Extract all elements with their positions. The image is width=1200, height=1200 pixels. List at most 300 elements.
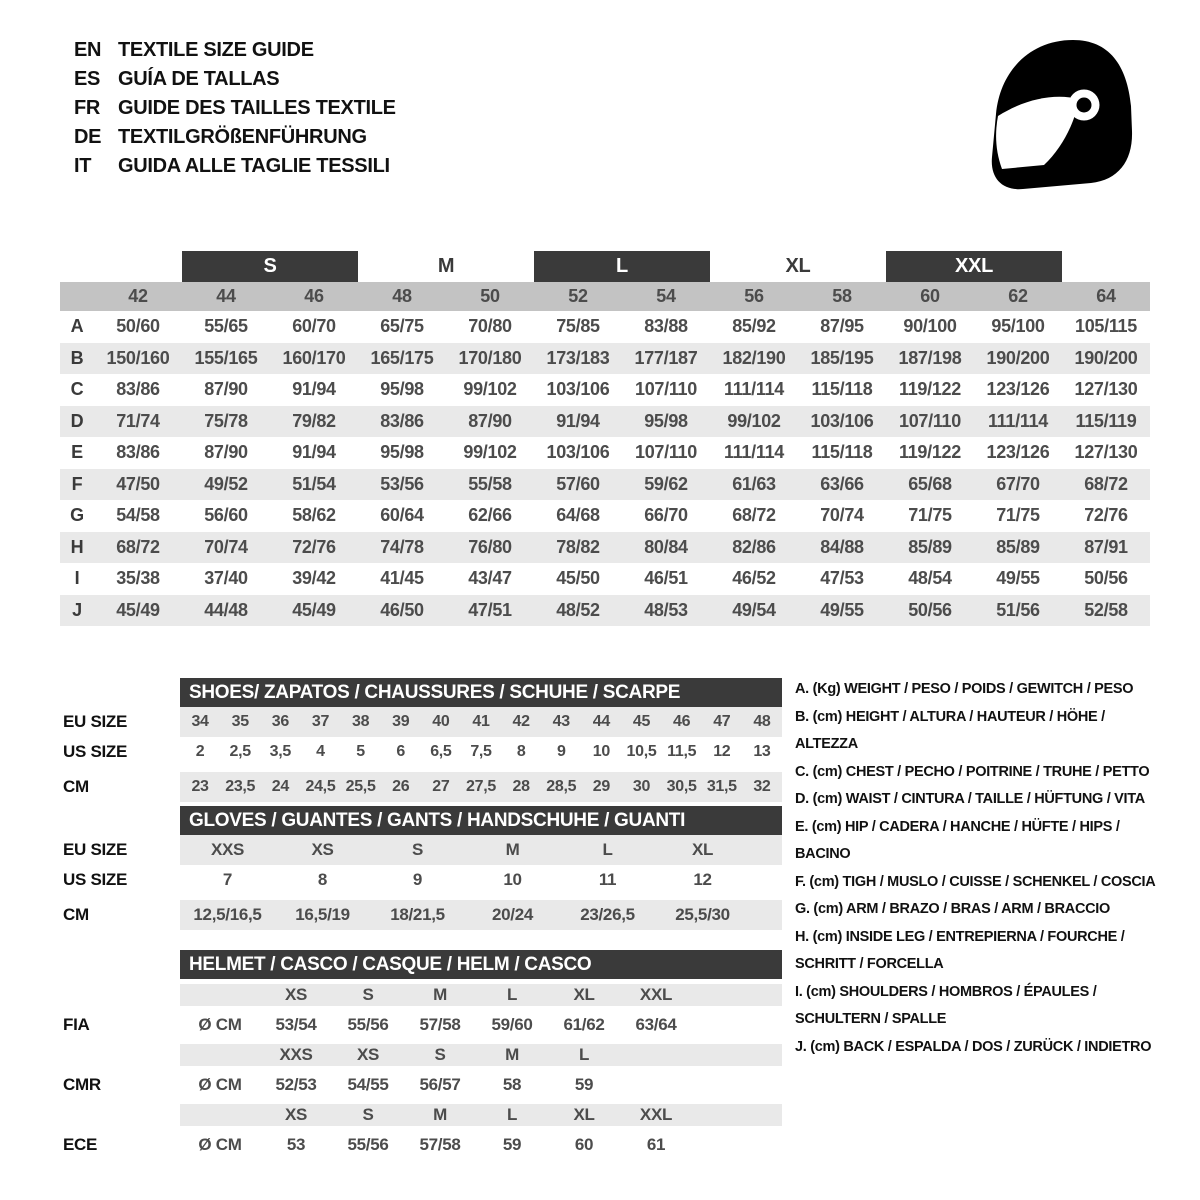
size-cell: 35/38 xyxy=(116,568,160,588)
size-cell: 72/76 xyxy=(1084,505,1128,525)
section-row xyxy=(63,772,782,802)
section-cell: 41 xyxy=(472,713,490,730)
section-cell: 20/24 xyxy=(491,905,534,924)
size-cell: 87/90 xyxy=(204,379,248,399)
size-cell: 45/50 xyxy=(556,568,600,588)
size-cell: 87/90 xyxy=(204,442,248,462)
size-cell: 51/54 xyxy=(292,473,336,494)
section-cell: 11 xyxy=(598,870,617,889)
helmet-value-cell: 53/54 xyxy=(275,1015,317,1034)
size-cell: 50/56 xyxy=(1084,568,1128,588)
size-cell: 55/58 xyxy=(468,473,512,494)
language-title: GUÍA DE TALLAS xyxy=(118,68,280,90)
size-cell: 75/85 xyxy=(556,316,600,336)
section-cell: 24 xyxy=(271,778,289,795)
size-cell: 111/114 xyxy=(988,410,1048,431)
section-cell: 26 xyxy=(392,778,410,795)
section-cell: 36 xyxy=(271,713,289,730)
helmet-value-cell: 55/56 xyxy=(347,1015,389,1034)
size-cell: 41/45 xyxy=(380,568,424,588)
section-cell: 23 xyxy=(191,778,209,795)
measurement-row xyxy=(60,532,1150,564)
helmet-title-bar: HELMET / CASCO / CASQUE / HELM / CASCO xyxy=(180,950,782,979)
section-cell: 10 xyxy=(503,870,522,889)
section-row-label: EU SIZE xyxy=(63,712,128,731)
size-cell: 59/62 xyxy=(644,473,688,494)
size-cell: 82/86 xyxy=(732,536,776,557)
size-cell: 76/80 xyxy=(468,536,512,557)
section-cell: 46 xyxy=(673,713,691,730)
section-row-label: CM xyxy=(63,777,89,796)
legend-item: F. (cm) TIGH / MUSLO / CUISSE / SCHENKEL / COSCIA xyxy=(795,873,1156,890)
size-cell: 78/82 xyxy=(556,536,600,557)
section-cell: 23/26,5 xyxy=(580,905,635,924)
size-cell: 87/95 xyxy=(820,316,864,336)
size-cell: 160/170 xyxy=(282,347,346,368)
helmet-value-cell: 61 xyxy=(646,1135,666,1154)
legend-item: B. (cm) HEIGHT / ALTURA / HAUTEUR / HÖHE / ALTEZZA xyxy=(795,708,1105,752)
legend-item: I. (cm) SHOULDERS / HOMBROS / ÉPAULES / SCHULTERN / SPALLE xyxy=(795,983,1097,1027)
size-cell: 46/50 xyxy=(380,599,424,620)
size-cell: 50/56 xyxy=(908,599,952,620)
section-cell: 38 xyxy=(351,713,370,730)
size-cell: 87/91 xyxy=(1084,536,1128,557)
size-scale-cell: 62 xyxy=(1008,286,1028,306)
size-cell: 80/84 xyxy=(644,536,688,557)
size-cell: 49/52 xyxy=(204,473,248,494)
size-cell: 56/60 xyxy=(204,505,248,525)
size-cell: 47/53 xyxy=(820,568,864,588)
section-row xyxy=(63,900,782,930)
helmet-size-cell: S xyxy=(362,985,374,1004)
size-cell: 71/74 xyxy=(116,410,160,431)
size-cell: 115/119 xyxy=(1075,410,1137,431)
shoes-section xyxy=(63,678,782,802)
size-cell: 190/200 xyxy=(986,347,1050,368)
measurement-row xyxy=(60,374,1150,406)
size-cell: 123/126 xyxy=(986,379,1050,399)
size-cell: 95/98 xyxy=(380,442,424,462)
section-cell: 29 xyxy=(592,778,610,795)
size-cell: 65/68 xyxy=(908,473,952,494)
size-cell: 43/47 xyxy=(468,568,512,588)
size-cell: 127/130 xyxy=(1074,442,1138,462)
section-cell: 28 xyxy=(512,778,530,795)
size-cell: 49/55 xyxy=(820,599,864,620)
row-label: H xyxy=(70,536,84,557)
section-cell: 16,5/19 xyxy=(295,905,350,924)
helmet-sizes-row xyxy=(180,984,782,1006)
size-cell: 173/183 xyxy=(546,347,610,368)
language-title: GUIDE DES TAILLES TEXTILE xyxy=(118,97,396,119)
size-cell: 90/100 xyxy=(903,316,957,336)
size-cell: 91/94 xyxy=(292,379,336,399)
size-cell: 103/106 xyxy=(546,442,610,462)
section-row xyxy=(63,835,782,865)
helmet-size-cell: L xyxy=(506,1105,518,1124)
section-cell: 30 xyxy=(632,778,651,795)
language-title: TEXTILE SIZE GUIDE xyxy=(118,39,314,61)
language-title-block xyxy=(74,36,396,181)
legend-item: G. (cm) ARM / BRAZO / BRAS / ARM / BRACCIO xyxy=(795,901,1110,917)
helmet-size-cell: XXS xyxy=(279,1045,313,1064)
helmet-value-cell: 53 xyxy=(286,1135,306,1154)
standard-label: FIA xyxy=(63,1015,90,1034)
size-cell: 107/110 xyxy=(635,442,697,462)
size-cell: 55/65 xyxy=(204,316,248,336)
section-cell: 12 xyxy=(713,743,731,760)
diameter-label: Ø CM xyxy=(198,1015,242,1034)
language-code: ES xyxy=(74,68,101,90)
helmet-value-cell: 55/56 xyxy=(347,1135,389,1154)
section-row-label: US SIZE xyxy=(63,870,128,889)
size-cell: 83/86 xyxy=(116,442,160,462)
size-cell: 107/110 xyxy=(899,410,961,431)
size-cell: 67/70 xyxy=(996,473,1040,494)
size-cell: 63/66 xyxy=(820,473,864,494)
size-cell: 71/75 xyxy=(996,505,1040,525)
size-cell: 105/115 xyxy=(1075,316,1137,336)
size-cell: 70/74 xyxy=(820,505,864,525)
row-label: G xyxy=(70,505,84,525)
section-cell: 31,5 xyxy=(706,778,737,795)
section-cell: 5 xyxy=(356,743,365,760)
size-cell: 68/72 xyxy=(116,536,160,557)
size-scale-cell: 52 xyxy=(568,286,588,306)
scale-spacer xyxy=(60,282,94,311)
size-scale-cell: 42 xyxy=(128,286,148,306)
helmet-size-cell: XL xyxy=(573,985,595,1004)
size-cell: 119/122 xyxy=(899,442,961,462)
size-cell: 46/51 xyxy=(644,568,688,588)
section-cell: 32 xyxy=(753,778,771,795)
racing-helmet-icon xyxy=(983,36,1139,194)
helmet-value-cell: 58 xyxy=(502,1075,522,1094)
size-cell: 71/75 xyxy=(908,505,952,525)
language-code: FR xyxy=(74,97,101,119)
size-scale-cell: 56 xyxy=(744,286,764,306)
size-cell: 45/49 xyxy=(292,599,336,620)
size-cell: 165/175 xyxy=(370,347,434,368)
section-cell: 12 xyxy=(693,870,712,889)
size-cell: 182/190 xyxy=(722,347,786,368)
section-cell: 6 xyxy=(396,743,406,760)
section-cell: 37 xyxy=(311,713,330,730)
section-cell: 8 xyxy=(516,743,526,760)
section-cell: 2 xyxy=(195,743,205,760)
measurement-row xyxy=(60,311,1150,343)
size-cell: 85/92 xyxy=(732,316,776,336)
language-code: IT xyxy=(74,155,92,177)
language-row xyxy=(74,65,396,94)
helmet-value-cell: 59 xyxy=(574,1075,594,1094)
size-cell: 127/130 xyxy=(1074,379,1138,399)
size-group-row xyxy=(60,251,1150,282)
section-cell: 7 xyxy=(222,870,233,889)
helmet-value-cell: 61/62 xyxy=(563,1015,605,1034)
size-cell: 84/88 xyxy=(820,536,864,557)
size-scale-cell: 58 xyxy=(832,286,852,306)
section-cell: 34 xyxy=(191,713,209,730)
size-group-label: XL xyxy=(785,255,811,277)
row-label: F xyxy=(71,473,83,494)
section-cell: 8 xyxy=(317,870,328,889)
size-cell: 66/70 xyxy=(644,505,688,525)
helmet-values-row xyxy=(63,1006,782,1044)
size-cell: 79/82 xyxy=(292,410,336,431)
size-cell: 57/60 xyxy=(556,473,600,494)
size-scale-cell: 44 xyxy=(216,286,236,306)
size-scale-cell: 60 xyxy=(920,286,940,306)
helmet-size-spacer xyxy=(180,1044,260,1066)
section-cell: 4 xyxy=(316,743,325,760)
size-cell: 70/80 xyxy=(468,316,512,336)
legend-item: J. (cm) BACK / ESPALDA / DOS / ZURÜCK / INDIETRO xyxy=(795,1038,1152,1055)
size-cell: 107/110 xyxy=(635,379,697,399)
size-cell: 103/106 xyxy=(546,379,610,399)
row-label: J xyxy=(72,599,82,620)
section-row xyxy=(63,737,782,767)
language-code: DE xyxy=(74,126,102,148)
size-cell: 48/54 xyxy=(908,568,952,588)
legend-item: D. (cm) WAIST / CINTURA / TAILLE / HÜFTUNG / VITA xyxy=(795,791,1145,807)
size-cell: 74/78 xyxy=(380,536,424,557)
gloves-title-bar: GLOVES / GUANTES / GANTS / HANDSCHUHE / GUANTI xyxy=(180,806,782,835)
size-cell: 91/94 xyxy=(292,442,336,462)
gloves-section xyxy=(63,806,782,930)
section-cell: 25,5 xyxy=(345,778,376,795)
size-cell: 37/40 xyxy=(204,568,248,588)
section-cell: 28,5 xyxy=(546,778,577,795)
size-group-label: M xyxy=(437,255,455,277)
size-cell: 68/72 xyxy=(1084,473,1128,494)
section-cell: XS xyxy=(311,840,334,859)
helmet-size-cell: XXL xyxy=(639,985,673,1004)
section-cell: 10,5 xyxy=(626,743,657,760)
section-cell: 25,5/30 xyxy=(675,905,730,924)
helmet-values-row xyxy=(63,1126,782,1164)
section-cell: 45 xyxy=(632,713,651,730)
language-title: GUIDA ALLE TAGLIE TESSILI xyxy=(118,155,390,177)
section-cell: 23,5 xyxy=(225,778,256,795)
section-row-label: US SIZE xyxy=(63,742,128,761)
size-cell: 95/98 xyxy=(644,410,688,431)
section-cell: 42 xyxy=(512,713,530,730)
size-cell: 99/102 xyxy=(727,410,781,431)
row-label: B xyxy=(70,347,84,368)
section-cell: 48 xyxy=(753,713,771,730)
section-cell: 44 xyxy=(592,713,610,730)
size-scale-cell: 50 xyxy=(480,286,500,306)
size-cell: 45/49 xyxy=(116,599,160,620)
size-cell: 111/114 xyxy=(724,379,784,399)
language-row xyxy=(74,36,396,65)
size-cell: 83/88 xyxy=(644,316,688,336)
diameter-label: Ø CM xyxy=(198,1135,242,1154)
size-cell: 170/180 xyxy=(458,347,522,368)
language-row xyxy=(74,152,396,181)
helmet-size-cell: S xyxy=(434,1045,446,1064)
section-cell: 43 xyxy=(552,713,570,730)
legend-item: C. (cm) CHEST / PECHO / POITRINE / TRUHE / PETTO xyxy=(795,763,1150,780)
size-cell: 83/86 xyxy=(116,379,160,399)
row-label: E xyxy=(71,442,83,462)
size-cell: 53/56 xyxy=(380,473,424,494)
row-label: A xyxy=(70,316,84,336)
size-cell: 61/63 xyxy=(732,473,776,494)
section-cell: 9 xyxy=(556,743,566,760)
row-label: D xyxy=(70,410,84,431)
section-cell: 35 xyxy=(231,713,249,730)
measurement-row xyxy=(60,500,1150,532)
helmet-size-cell: M xyxy=(433,985,447,1004)
section-cell: 47 xyxy=(713,713,731,730)
size-cell: 75/78 xyxy=(204,410,248,431)
size-scale-cell: 54 xyxy=(656,286,676,306)
measurement-row xyxy=(60,469,1150,501)
size-cell: 111/114 xyxy=(724,442,784,462)
size-cell: 95/98 xyxy=(380,379,424,399)
helmet-size-spacer xyxy=(180,984,260,1006)
section-cell: S xyxy=(411,840,424,859)
size-cell: 185/195 xyxy=(810,347,874,368)
section-cell: 30,5 xyxy=(666,778,697,795)
standard-label: ECE xyxy=(63,1135,98,1154)
helmet-sizes-row xyxy=(180,1044,782,1066)
size-cell: 87/90 xyxy=(468,410,512,431)
textile-size-table xyxy=(60,251,1150,626)
size-cell: 123/126 xyxy=(986,442,1050,462)
size-scale-row xyxy=(60,282,1150,311)
size-cell: 68/72 xyxy=(732,505,776,525)
size-cell: 47/51 xyxy=(468,599,512,620)
helmet-value-cell: 59 xyxy=(502,1135,522,1154)
size-scale-cell: 64 xyxy=(1096,286,1116,306)
section-row xyxy=(63,865,782,895)
size-cell: 115/118 xyxy=(811,379,873,399)
size-cell: 99/102 xyxy=(463,442,517,462)
size-cell: 49/55 xyxy=(996,568,1040,588)
measurement-row xyxy=(60,406,1150,438)
measurement-row xyxy=(60,343,1150,375)
section-cell: 27 xyxy=(432,778,450,795)
size-cell: 91/94 xyxy=(556,410,600,431)
size-cell: 60/70 xyxy=(292,316,336,336)
measurement-row xyxy=(60,595,1150,627)
size-cell: 85/89 xyxy=(996,536,1040,557)
helmet-size-cell: XS xyxy=(356,1045,380,1064)
size-cell: 51/56 xyxy=(996,599,1040,620)
helmet-value-cell: 57/58 xyxy=(419,1135,461,1154)
size-cell: 48/53 xyxy=(644,599,688,620)
helmet-value-cell: 56/57 xyxy=(419,1075,461,1094)
helmet-value-cell: 60 xyxy=(574,1135,594,1154)
size-cell: 115/118 xyxy=(811,442,873,462)
helmet-size-cell: XXL xyxy=(639,1105,673,1124)
size-cell: 50/60 xyxy=(116,316,160,336)
size-cell: 187/198 xyxy=(898,347,962,368)
size-group-label: XXL xyxy=(886,251,1062,282)
section-cell: 3,5 xyxy=(269,743,291,760)
legend-item: H. (cm) INSIDE LEG / ENTREPIERNA / FOURCHE / SCHRITT / FORCELLA xyxy=(795,928,1125,972)
section-cell: 39 xyxy=(392,713,410,730)
measurement-row xyxy=(60,563,1150,595)
size-cell: 190/200 xyxy=(1074,347,1138,368)
section-row-label: EU SIZE xyxy=(63,840,128,859)
size-cell: 177/187 xyxy=(634,347,698,368)
helmet-value-cell: 59/60 xyxy=(491,1015,533,1034)
section-cell: L xyxy=(602,840,613,859)
section-cell: M xyxy=(505,840,520,859)
size-cell: 52/58 xyxy=(1084,599,1128,620)
size-cell: 54/58 xyxy=(116,505,160,525)
size-cell: 39/42 xyxy=(292,568,336,588)
size-cell: 85/89 xyxy=(908,536,952,557)
helmet-size-spacer xyxy=(180,1104,260,1126)
size-cell: 62/66 xyxy=(468,505,512,525)
helmet-size-cell: XS xyxy=(284,1105,308,1124)
section-cell: 18/21,5 xyxy=(390,905,445,924)
section-cell: XXS xyxy=(210,840,245,859)
helmet-size-cell: S xyxy=(362,1105,374,1124)
helmet-size-cell: XL xyxy=(573,1105,595,1124)
language-row xyxy=(74,94,396,123)
legend-item: A. (Kg) WEIGHT / PESO / POIDS / GEWITCH / PESO xyxy=(795,681,1134,697)
section-cell: 6,5 xyxy=(430,743,452,760)
size-cell: 47/50 xyxy=(116,473,160,494)
diameter-label: Ø CM xyxy=(198,1075,242,1094)
helmet-values-row xyxy=(63,1066,782,1104)
section-cell: 24,5 xyxy=(305,778,336,795)
size-cell: 60/64 xyxy=(380,505,424,525)
helmet-size-cell: L xyxy=(506,985,518,1004)
size-cell: 155/165 xyxy=(194,347,258,368)
size-cell: 48/52 xyxy=(556,599,600,620)
section-cell: 9 xyxy=(412,870,423,889)
size-cell: 58/62 xyxy=(292,505,336,525)
language-title: TEXTILGRÖßENFÜHRUNG xyxy=(118,126,367,148)
section-row xyxy=(63,707,782,737)
measurement-row xyxy=(60,437,1150,469)
size-scale-cell: 46 xyxy=(304,286,324,306)
language-code: EN xyxy=(74,39,102,61)
section-cell: 27,5 xyxy=(466,778,496,795)
section-cell: 7,5 xyxy=(470,743,492,760)
helmet-value-cell: 52/53 xyxy=(275,1075,317,1094)
size-cell: 44/48 xyxy=(204,599,248,620)
row-label: C xyxy=(70,379,84,399)
helmet-value-cell: 57/58 xyxy=(419,1015,461,1034)
size-cell: 95/100 xyxy=(991,316,1045,336)
row-label: I xyxy=(74,568,80,588)
size-cell: 49/54 xyxy=(732,599,776,620)
size-group-label: S xyxy=(182,251,358,282)
helmet-value-cell: 63/64 xyxy=(635,1015,677,1034)
size-cell: 70/74 xyxy=(204,536,248,557)
size-cell: 46/52 xyxy=(732,568,776,588)
size-cell: 72/76 xyxy=(292,536,336,557)
size-group-label: L xyxy=(534,251,710,282)
size-cell: 119/122 xyxy=(899,379,961,399)
shoes-title-bar: SHOES/ ZAPATOS / CHAUSSURES / SCHUHE / SCARPE xyxy=(180,678,782,707)
measurement-legend xyxy=(795,676,1167,1061)
helmet-size-cell: M xyxy=(433,1105,447,1124)
helmet-size-cell: XS xyxy=(284,985,308,1004)
section-cell: 13 xyxy=(753,743,771,760)
size-cell: 64/68 xyxy=(556,505,600,525)
helmet-size-cell: M xyxy=(505,1045,519,1064)
size-cell: 103/106 xyxy=(810,410,874,431)
